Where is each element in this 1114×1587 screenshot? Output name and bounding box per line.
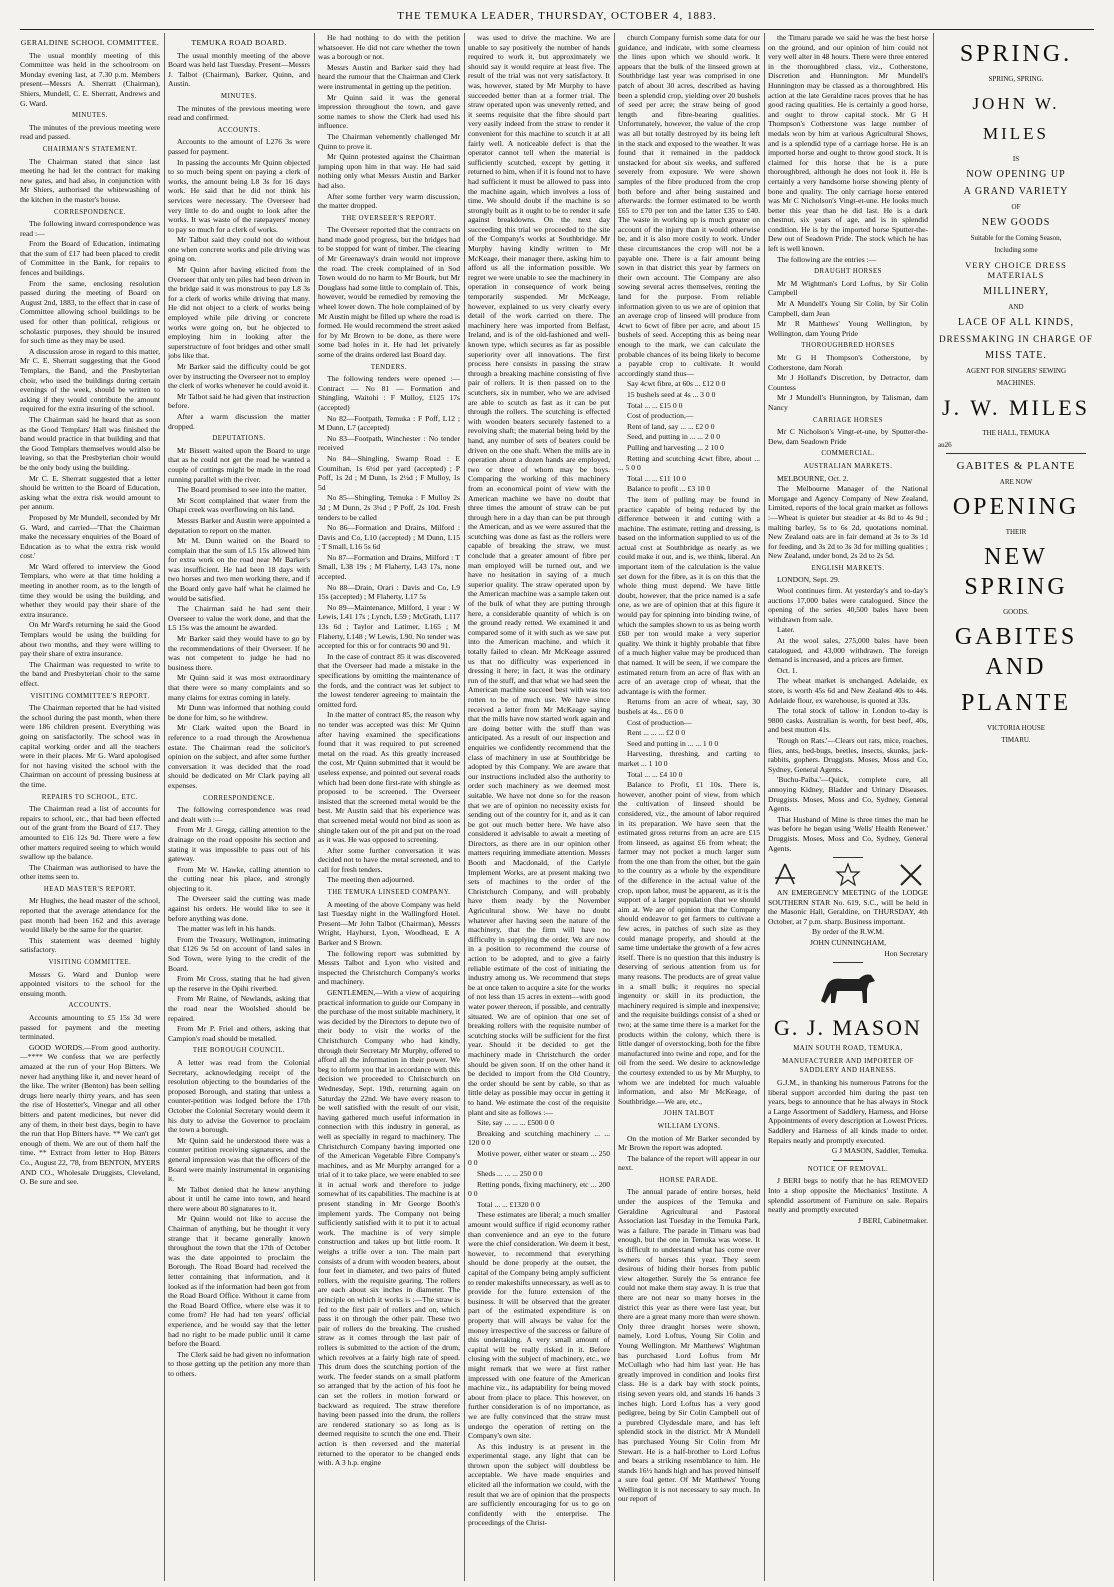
paragraph: The Overseer reported that the contracts on hand made good progress, but the bridges had to be stopped for want of timber. The clearing of Mr Greenaway's drain would not improve the road. The creek complained of in Sod Town would do no harm to Mr Bourk, but Mr Douglass had some little to complain of. This, however, would be remedied by removing the wheel lower down. The hole complained of by Mr Austin might be filled up where the road is formed. He would recommend the street asked for by Mr Brown to be done, as there were some bad holes in it. He had let privately some of the drains ordered last Board day. [318,225,460,359]
ad-text: LACE OF ALL KINDS, [958,317,1074,328]
paragraph: No 88—Drain, Orari : Davis and Co, L9 15s (accepted) ; M Flaherty, L17 5s [318,582,460,602]
paragraph: The minutes of the previous meeting were read and passed. [20,122,160,142]
ad-text: AGENT FOR SINGERS' SEWING [965,367,1067,375]
paragraph: In the matter of contract 85, the reason why no tender was accepted was this: Mr Quinn after having examined the specifications found that it was required to put screened metal on the road. As this greatly increased the cost, Mr Quinn submitted that it would be useless expense, and pointed out several roads which had been done first-rate with shingle as proposed to be screened. The Overseer insisted that the screened metal would be the best. Mr Austin said that his experience was that screened metal would not bind as soon as shingle taken out of the pit and put on the road as it was. He was opposed to screening. [318,710,460,845]
paragraph: The following report was submitted by Messrs Talbot and Lyon who visited and inspected the Christchurch Company's works and machinery. [318,948,460,987]
paragraph: Balance to profit ... £3 10 0 [627,484,711,494]
paragraph: The Chairman stated that since last meeting he had let the contract for making new gates, and had also, in conjunction with Mr Shiers, authorised the whitewashing of the kitchen in the master's house. [20,156,160,204]
section-heading: ACCOUNTS. [217,126,261,134]
paragraph: Oct. 1. [777,665,798,675]
notice-body: J BERI begs to notify that he has REMOVED Into a shop opposite the Mechanics' Institute. A splendid assortment of Furniture on sale. Repairs neatly and promptly executed [768,1176,928,1215]
lodge-text: AN EMERGENCY MEETING of the LODGE SOUTHERN STAR No. 619, S.C., will be held in the Masonic Hall, Geraldine, on THURSDAY, 4th October, at 7 p.m. sharp. Business important. [768,888,928,926]
section-heading: DRAUGHT HORSES [814,268,882,276]
column-divider [314,33,315,1581]
notice-title: NOTICE OF REMOVAL. [807,1165,889,1173]
column-4 [468,33,610,1581]
paragraph: The total stock of tallow in London to-day is 9800 casks. Australian is worth, for best beef, 40s, and best mutton 41s. [768,706,928,735]
column-6 [768,33,928,1581]
paragraph: The following tenders were opened :— Contract — No 81 — Formation and Shingling, Waitohi : F Mulloy, £125 17s (accepted) [318,374,460,412]
advertiser-name: G. J. MASON [774,1015,922,1041]
paragraph: The Chairman reported that he had visited the school during the past month, when there were 186 children present. Everything was going on satisfactorily. The school was in capital working order and all the teachers were in their places. Mr G. Ward apologised for not having visited the school with the Chairman on account of pressing business at the time. [20,703,160,789]
advert-column [938,33,1094,1581]
paragraph: Seed, and putting in ... ... 2 0 0 [627,432,721,442]
section-heading: ACCOUNTS. [68,1002,112,1010]
ad-address: THE HALL, TEMUKA [982,429,1050,437]
ad-merchant-name: J. W. MILES [942,395,1090,420]
paragraph: Retting and scutching 4cwt fibre, about ... ... 5 0 0 [618,453,760,473]
paragraph: A letter was read from the Colonial Secretary, acknowledging receipt of the resolution objecting to the boundaries of the proposed Borough, and stating that unless a counter-petition was lodged before the 17th October the Colonial Secretary would deem it his duty to advise the Governor to proclaim the town a borough. [168,1057,310,1135]
paragraph: Mr G H Thompson's Cotherstone, by Cotherstone, dam Norah [768,353,928,372]
notice-signature: J BERI, Cabinetmaker. [857,1215,928,1225]
advertiser-trade: MANUFACTURER AND IMPORTER OF SADDLERY AND HARNESS. [782,1057,914,1075]
paragraph: Mr R Matthews' Young Wellington, by Wellington, dam Young Pride [768,319,928,338]
paragraph: Total ... ... £11 10 0 [627,473,686,483]
paragraph: 'Buchu-Paiba.'—Quick, complete cure, all annoying Kidney, Bladder and Urinary Diseases. Druggists. Moses, Moss and Co, Sydney, General Agents. [768,775,928,814]
ad-text: ARE NOW [999,478,1033,486]
paragraph: No 85—Shingling, Temuka : F Mulloy 2s 3d ; M Dunn, 2s 3¼d ; P Poff, 2s 10d. Fresh tenders to be called [318,493,460,522]
section-heading: DEPUTATIONS. [212,435,266,443]
divider [946,453,1086,454]
paragraph: After some further very warm discussion, the matter dropped. [318,191,460,211]
paragraph: From Mr W. Hawke, calling attention to the cutting near his place, and strongly objecting to it. [168,864,310,893]
paragraph: Mr A Mundell's Young Sir Colin, by Sir Colin Campbell, dam Jean [768,299,928,318]
advertiser-address: MAIN SOUTH ROAD, TEMUKA, [793,1045,903,1053]
paragraph: Motive power, either water or steam ... 250 0 0 [468,1148,610,1168]
ad-text: GOODS. [1003,608,1029,616]
section-heading: HORSE PARADE. [659,1176,719,1184]
paragraph: Mr Scott complained that water from the Ohapi creek was overflowing on his land. [168,495,310,515]
paragraph: From Mr Cross, stating that he had given up the reserve in the Opihi riverbed. [168,974,310,993]
paragraph: The following correspondence was read and dealt with :— [168,805,310,824]
paragraph: From Mr P. Friel and others, asking that Campion's road should be metalled. [168,1024,310,1043]
paragraph: The minutes of the previous meeting were read and confirmed. [168,103,310,123]
paragraph: Pulling and harvesting ... 2 10 0 [627,442,724,452]
article-title: GERALDINE SCHOOL COMMITTEE. [20,38,160,47]
paragraph: Seed and putting in ... ... 1 0 0 [627,738,719,748]
paragraph: The Chairman vehemently challenged Mr Quinn to prove it. [318,131,460,151]
lodge-secretary: Hon Secretary [884,948,928,958]
paragraph: was used to drive the machine. We are unable to say positively the number of hands required to work it, but approximately we should say it would require at least five. The result of the trial was not very satisfactory. It was, however, stated by Mr Murphy to have succeeded better than at a former trial. The straw operated upon was unevenly retted, and it seems requisite that the fibre should part very easily indeed from the straw to render it convenient for this machine to scutch it at all fairly well. A noticeable defect is that the operator cannot tell when the material is sufficiently scutched, except by getting it returned to him, when if it is found not to have had sufficient it must be allowed to pass into the machine again, which involves a loss of time. We should doubt if the machine is so strongly built as it ought to be to render it safe against breakdowns. On the next day succeeding this trial we proceeded to the site of the Company's works at Southbridge. Mr Murphy having kindly written to Mr McKeage, their manager there, asking him to afford us all the information possible. We regret we were unable to see the machinery in operation in consequence of work being temporarily suspended. Mr McKeage, however, explained to us very clearly every detail of the work carried on there. The machinery here was imported from Belfast, Ireland, and is of the old-fashioned and well-known type, which secures as far as possible superiority over all innovations. The first process here consists in passing the straw through a breaking machine consisting of five pair of rollers. It is then passed on to the scutchers, six in number, who we are advised are able to scutch as fast as it can be put through the rollers. The scutching is effected with wooden beaters securely fastened to a revolving shaft; the material being held by the hand, any number of sets of beaters could be driven on the one shaft. When the mills are in operation about a dozen hands are employed, two or three of whom may be boys. Comparing the working of this machinery from an economical point of view with the American machine we have no doubt that three times the amount of straw can be put through here in a day than can be put through the American, and as we were assured that the scutching was done as fast as the rollers were capable of breaking the straw, we must conclude that a greater amount of fibre per man employed will be turned out, and we have no hesitation in saying of a much superior quality. The straw operated upon by the American machine was a sample taken out of the bulk of what they are putting through here, a considerable quantity of which is on the ground ready retted. We examined it and compared some of it with such as we saw put into the American machine, and which it totally failed to clean. Mr McKeage assured us that no difficulty was experienced in dressing it here; in fact, it was the ordinary run of the stuff, and that what we had seen the American machine succeed best with was too rotten to be of much use. We have since received a letter from Mr McKeage saying that the mills have now started work again and are doing better with the stuff than was anticipated. As a result of our inspection and enquiries we confidently recommend that the class of machinery in use at Southbridge be adopted by this Company. We are aware that our instructions included also the authority to order such machinery as we deemed most suitable. We have not done so for the reason that we are of opinion no necessity exists for sending out of the country for it, and as it can be got out much better here. We have also considered it advisable to await a meeting of Directors, as there are in our opinion other matters requiring immediate attention. Messrs Booth and Macdonald, of the Carlyle Implement Works, are at present making two sets of machines to the order of the Christchurch Company, and will probably have them ready by the November Agricultural show. We have no doubt whatever after having seen the nature of the machinery, that the firm will have no difficulty in supplying the order. We are now in a position to recommend the course of action to be adopted, and to give a fairly reliable estimate of the cost of initiating the industry among us. We recommend that steps be at once taken to acquire a site for the works of not less than 15 acres in extent—with good water power thereon, if possible, and centrally situated. We are of opinion that one set of breaking rollers with the requisite number of scutching stocks will be sufficient for the first year. Should it be decided to get the machinery made in Christchurch the order should be given soon. If on the other hand it be decided to import from the Old Country, the order should be sent by cable, so that as little delay as possible may occur in getting it to hand. We estimate the cost of the requisite plant and site as follows :— [468,33,610,1117]
paragraph: He had nothing to do with the petition whatsoever. He did not care whether the town was a borough or not. [318,33,460,62]
column-5 [618,33,760,1581]
paragraph: Total ... ... £4 10 0 [627,769,683,779]
ad-merchant-name: GABITES & PLANTE [956,460,1076,472]
column-3 [318,33,460,1581]
paragraph: Total ... ... £15 0 0 [627,400,683,410]
paragraph: GOOD WORDS.—From good authority.—**** We confess that we are perfectly amazed at the run of your Hop Bitters. We never had anything like it, and never heard of the like. The writer (Benton) has been selling drugs here nearly thirty years, and has seen the rise of Hostetter's, Vinegar and all other bitters and patent medicines, but never did any of them, in their best days, begin to have the run that Hop Bitters have. ** We can't get enough of them. We are out of them half the time. ** Extract from letter to Hop Bitters Co., August 22, '78, from BENTON, MYERS AND CO., Wholesale Druggists, Cleveland, O. Be sure and see. [20,1042,160,1187]
paragraph: The usual monthly meeting of this Committee was held in the schoolroom on Monday evening last, at 7.30 p.m. Members present—Messrs A. Sherratt (Chairman), Shiers, Mundell, C. E. Sherratt, Andrews and G. Ward. [20,50,160,108]
lodge-order: By order of the R.W.M. [811,927,885,937]
column-divider [464,33,465,1581]
column-divider [614,33,615,1581]
paragraph: No 89—Maintenance, Milford, 1 year : W Lewis, L41 17s ; Lynch, L59 ; McGrath, L117 13s 6d ; Taylor and Latimer, L165 ; M Flaherty, L148 ; W Lewis, L90. No tender was accepted for this or for contracts 90 and 91. [318,602,460,651]
ad-address: TIMARU. [1001,736,1031,744]
paragraph: Rent of land, say ... ... £2 0 0 [627,421,715,431]
ad-merchant-name: JOHN W. MILES [972,94,1060,143]
paragraph: Mr J Holland's Discretion, by Detractor, dam Countess [768,373,928,392]
article-body [618,33,760,1504]
paragraph: Accounts amounting to £5 15s 3d were passed for payment and the meeting terminated. [20,1013,160,1042]
paragraph: Returns from an acre of wheat, say, 30 bushels at 4s... £6 0 0 [618,697,760,716]
lodge-notice [768,862,928,958]
ad-text: Suitable for the Coming Season, [970,234,1062,242]
paragraph: Mr M Wightman's Lord Loftus, by Sir Colin Campbell [768,278,928,298]
paragraph: After some further conversation it was decided not to have the metal screened, and to call for fresh tenders. [318,845,460,874]
section-heading: TENDERS. [370,363,408,371]
section-heading: COMMERCIAL. [821,450,875,458]
paragraph: As this industry is at present in the experimental stage, any light that can be thrown upon the subject will doubtless be acceptable. We have made enquiries and elicited all the information we could, with the result that we are of opinion that the prospects are sufficiently encouraging for us to go on confidently with the enterprise. The proceedings of the Christ- [468,1441,610,1528]
section-heading: MINUTES. [72,112,108,120]
paragraph: The Chairman was requested to write to the band and Presbyterian choir to the same effect. [20,659,160,688]
removal-notice [768,1165,928,1226]
paragraph: Mr C Nicholson's Vingt-et-une, by Sputter-the-Dew, dam Seadown Pride [768,427,928,446]
paragraph: Mr Talbot said he had given that instruction before. [168,391,310,411]
ad-text: NOW OPENING UP [966,169,1066,180]
paragraph: The usual monthly meeting of the above Board was held last Tuesday. Present—Messrs J. Talbot (Chairman), Barker, Quinn, and Austin. [168,50,310,89]
paragraph: Mr Quinn said he understood there was a counter petition receiving signatures, and the general impression was that the officers of the Board were mainly instrumental in organising it. [168,1135,310,1184]
paragraph: Mr Barker said the difficulty could be got over by instructing the Overseer not to employ the clerk of works whenever he could avoid it. [168,362,310,391]
paragraph: Mr Bissett waited upon the Board to urge that as he could not get the road he wanted a couple of cuttings might be made in the road running parallel with the river. [168,445,310,484]
paragraph: The annual parade of entire horses, held under the auspices of the Temuka and Geraldine Agricultural and Pastoral Association last Tuesday in the Temuka Park, was a failure. The parade in Timaru was bad enough, but the one in Temuka was worse. It is difficult to understand what has come over owners of horses this year. They seem desirous of hiding their horses from public view altogether. Surely the 5s entrance fee could not make them stay away. It is true that there are not near so many horses in the district this year as there were last year, but there are a great many more than were shown. Only three draught horses were shown, namely, Lord Loftus, Young Sir Colin and Young Wellington. Mr Matthews' Wightman has purchased Lord Loftus from Mr McCullagh who had him last year. He has greatly improved in condition and looks first class. He is a dark bay with stock points, rising seven years old, and stands 16 hands 3 inches high. Lord Loftus has a very good pedigree, being by Sir Colin Campbell out of a purebred Clydesdale mare, and has left splendid stock in the district. Mr A Mundell has purchased Young Sir Colin from Mr Stewart. He is a half-brother to Lord Loftus and bears a striking resemblance to him. He stands 16½ hands high and has proved himself a sure foal getter. Of Mr Matthews' Young Wellington it is not necessary to say much. In our report of [618,1187,760,1504]
paragraph: Mr Quinn would not like to accuse the Chairman of anything, but he thought it very strange that it became generally known throughout the town that the 17th of October was the date appointed to proclaim the Borough. The Road Board had received the letter containing that information, and it looked as if the information had been got from the Road Board Office. Without it came from the Road Board Office, where else was it to come from? He had had ten years' official experience, and he would say that the letter had no right to be made public until it came before the Board. [168,1214,310,1349]
paragraph: The following inward correspondence was read :— [20,219,160,238]
ad-headline: SPRING. [959,41,1073,67]
paragraph: The Chairman was authorised to have the other items seen to. [20,862,160,882]
paragraph: The item of pulling may be found in practice capable of being reduced by the difference between it and cutting with a machine. The estimate, retting and dressing, is based on the information supplied to us of the actual cost at Southbridge as nearly as we could make it out, and is, we think, liberal. An important item of the calculation is the value set down for the fibre, as it is on this that the whole thing must depend. We have little doubt, however, that the price named is a safe one, as we are of opinion that at this figure it would pay for spinning into binding twine, of which the samples shown to us as being worth £60 per ton would make a very superior quality. We think it highly probable that fibre of a much higher value may be produced than that named. It will be seen, if we compare the estimated return from an acre of flax with an acre of an average crop of wheat, that the advantage is with the former. [618,494,760,696]
section-heading: REPAIRS TO SCHOOL, ETC. [41,793,139,801]
paragraph: Mr Hughes, the head master of the school, reported that the average attendance for the past month had been 162 and this average would likely be the same for the quarter. [20,896,160,935]
section-heading: THE OVERSEER'S REPORT. [341,214,437,222]
ad-merchant-name: GABITES AND [954,624,1078,680]
divider [833,857,863,858]
paragraph: Mr Clark waited upon the Board in reference to a road through the Arowhenua estate. The Chairman read the solicitor's opinion on the subject, and after some further conversation it was decided that the road should be dedicated on Mr Clark paying all expenses. [168,723,310,790]
paragraph: Accounts to the amount of L276 3s were passed for payment. [168,137,310,156]
article-body [468,33,610,1528]
paragraph: Mr J Mundell's Hunnington, by Talisman, dam Nancy [768,393,928,412]
advert-body: G.J.M., in thanking his numerous Patrons for the liberal support accorded him during the past ten years, begs to announce that he has always in Stock a Large Assortment of Saddlery, Harness, and Horse Appointments of every description at Lowest Prices. Saddlery and Harness of all kinds made to order. Repairs neatly and promptly executed. [768,1078,928,1145]
paragraph: Mr C. E. Sherratt suggested that a letter should be written to the Board of Education, asking what the extra risk would amount to per annum. [20,473,160,512]
paragraph: No 83—Footpath, Winchester : No tender received [318,433,460,453]
paragraph: Sheds ... ... ... 250 0 0 [477,1169,543,1179]
paragraph: In passing the accounts Mr Quinn objected to so much being spent on paying a clerk of works, the amount being L8 3s for 16 days work. He said that he did not think his services were necessary. The Overseer had very little to do and ought to look after the works. It was waste of the ratepayers' money to pay so much for a clerk of works. [168,157,310,234]
paragraph: Mr Quinn protested against the Chairman jumping upon him in that way. He had said nothing only what Messrs Austin and Barker had also. [318,152,460,190]
ad-text: MILLINERY, [983,286,1049,297]
paragraph: the Timaru parade we said he was the best horse on the ground, and our opinion of him could not very well alter in 48 hours. There were three entered in the thoroughbred class, viz., Cotherstone, Discretion and Hunnington. Mr Mundell's Hunnington may be classed as a thoroughbred. His action at the late Geraldine races proves that he has good racing qualities. He is certainly a good horse, and ought to throw capital stock. Mr G H Thompson's Cotherstone was large number of medals won by him at various Agricultural Shows, and is a splendid type of a carriage horse. He is an imported horse and ought to throw good stock. It is claimed for this horse that he is a pure thoroughbred, although he does not look it. He is certainly a very handsome horse showing plenty of bone and quality. The only carriage horse entered was Mr C Nicholson's Vingt-et-une. He looks much better this year than he did last. He is a dark chestnut, six years of age, and is in splendid condition. He is by the imported horse Sputter-the-Dew out of Seadown Pride. The stock which he has left is well known. [768,33,928,254]
paragraph: Mr Dunn was informed that nothing could be done for him, so he withdrew. [168,703,310,722]
paragraph: Cost of production,— [627,411,694,421]
section-heading: ENGLISH MARKETS. [811,564,885,572]
paragraph: Total ... ... £1320 0 0 [477,1199,540,1209]
paragraph: From the same, enclosing resolution passed during the meeting of Board on August 2nd, 1883, to the effect that in case of Committee allowing school buildings to be used for other than political, religious or scholastic purposes, they should be insured for such time as they may be used. [20,278,160,346]
paragraph: The Chairman said he had sent their Overseer to value the work done, and that the L5 15s was the amount he awarded. [168,604,310,633]
ad-merchant-name: PLANTE [961,690,1071,716]
section-heading: CORRESPONDENCE. [54,208,126,216]
paragraph: From the Board of Education, intimating that the sum of £17 had been placed to credit of Committee in the Bank, for repairs to fences and buildings. [20,239,160,278]
section-heading: THE TEMUKA LINSEED COMPANY. [327,889,451,897]
divider [833,962,863,963]
section-heading: VISITING COMMITTEE'S REPORT. [30,692,150,700]
ad-subline: SPRING, SPRING. [988,75,1044,83]
crossed-tools-icon [898,862,924,888]
paragraph: The Chairman read a list of accounts for repairs to school, etc., that had been effected out of the grant from the Board of £17. They amounted to £16 12s 9d. There were a few other matters required seeing to which would swallow up the balance. [20,804,160,862]
article-body [318,33,460,1468]
masonic-emblems [768,862,928,888]
paragraph: The Melbourne Manager of the National Mortgage and Agency Company of New Zealand, Limited, reports of the local grain market as follows :—Wheat is quieter but steadier at 4s 8d to 4s 9d ; malting barley, 5s to 6s 2d, quotations nominal. New Zealand oats are in fair demand at 3s to 3s 1d for feeding, and 3s 2d to 3s 3d for milling qualities ; New Zealand, under bond, 2s 2d to 2s 5d. [768,484,928,561]
paragraph: Messrs Austin and Barker said they had heard the rumour that the Chairman and Clerk were instrumental in getting up the petition. [318,62,460,91]
paragraph: Wool continues firm. At yesterday's and to-day's auctions 17,000 bales were catalogued. Since the opening of the series 40,500 bales have been withdrawn from sale. [768,586,928,624]
paragraph: The meeting then adjourned. [327,875,415,885]
paragraph: These estimates are liberal; a much smaller amount would suffice if rigid economy rather than convenience and an eye to the future were the chief consideration. We deem it best, however, to recommend that everything should be done properly at the outset, the capital of the Company being amply sufficient to render makeshifts unnecessary, as well as to provide for the future extension of the business. It will be observed that the greater part of the estimated expenditure is on property that will always be value for the money irrespective of the success or failure of this undertaking. A very small amount of capital will be really risked in it. Before closing with the subject of machinery, etc., we might remark that we were at first rather impressed with one feature of the American machine viz., its adaptability for being moved about from place to place. This however, on further consideration is of no importance, as we are fully convinced that the straw must undergo the operation of retting on the Company's own site. [468,1210,610,1441]
article-body [768,33,928,853]
paragraph: Mr M. Dunn waited on the Board to complain that the sum of L5 15s allowed him for extra work on the road near Mr Barker's was insufficient. He had been 18 days with two horses and two men working there, and if the Board only gave half what he claimed he would be satisfied. [168,536,310,603]
section-heading: CARRIAGE HORSES [812,416,883,424]
ad-text: A GRAND VARIETY [963,186,1069,197]
divider [833,1160,863,1161]
column-divider [764,33,765,1581]
paragraph: Mr Quinn after having elicited from the Overseer that only ten piles had been driven in the bridge said it was monstrous to pay L8 3s for a clerk of works while driving that many. He did not object to a clerk of works being employed while pile driving or concrete works were going on, but he objected to employing him in looking after the superstructure of foot bridges and other small jobs like that. [168,265,310,361]
ad-text: Including some [994,246,1038,254]
paragraph: At the wool sales, 275,000 bales have been catalogued, and 43,000 withdrawn. The foreign demand is increased, and a prices are firmer. [768,636,928,665]
paragraph: The Overseer said the cutting was made against his orders. He would like to see it before anything was done. [168,894,310,923]
horse-icon [813,967,883,1011]
ad-text: MISS TATE. [985,350,1047,361]
paragraph: Mr Ward offered to interview the Good Templars, who were at that time holding a meeting in another room, as to the length of time they would be using the building, and whether they would pay their share of the extra insurance. [20,561,160,619]
paragraph: Say 4cwt fibre, at 60s ... £12 0 0 [627,379,726,389]
ad-headline: OPENING [952,494,1080,520]
paragraph: Harvesting, threshing, and carting to market ... 1 10 0 [618,749,760,768]
section-heading: MINUTES. [221,92,257,100]
paragraph: No 86—Formation and Drains, Milford : Davis and Co, L10 (accepted) ; M Dunn, L15 ; T Small, L16 5s 6d [318,523,460,552]
paragraph: No 82—Footpath, Temuka : F Poff, L12 ; M Dunn, L7 (accepted) [318,413,460,433]
paragraph: MELBOURNE, Oct. 2. [777,473,849,483]
paragraph: The following are the entries :— [777,254,877,264]
section-heading: CORRESPONDENCE. [203,794,275,802]
star-icon [835,862,861,888]
advert-signature: G J MASON, Saddler, Temuka. [831,1146,928,1156]
ad-address: VICTORIA HOUSE [986,724,1045,732]
paragraph: From Mr Raine, of Newlands, asking that the road near the Woolshed should be repaired. [168,994,310,1023]
ad-text: AND [1008,303,1024,311]
paragraph: That Husband of Mine is three times the man he was before he began using 'Wells' Health Renewer.' Druggists. Moses, Moss and Co, Sydney, General Agents. [768,814,928,853]
paragraph: Proposed by Mr Mundell, seconded by Mr G. Ward, and carried—'That the Chairman make the necessary enquiries of the Board of Education as to what the extra risk would cost.' [20,512,160,561]
square-and-compass-icon [772,862,798,888]
paragraph: On the motion of Mr Barker seconded by Mr Brown the report was adopted. [618,1133,760,1153]
paragraph: Cost of production— [627,717,692,727]
section-heading: THOROUGHBRED HORSES [801,342,895,350]
paragraph: Messrs G. Ward and Dunlop were appointed visitors to the school for the ensuing month. [20,969,160,998]
paragraph: Retting ponds, fixing machinery, etc ... 200 0 0 [468,1179,610,1199]
paragraph: From the Treasury, Wellington, intimating that £126 9s 5d on account of land sales in Sod Town, were lying to the credit of the Board. [168,934,310,973]
mason-advert [768,967,928,1156]
article-body [168,51,310,1379]
ad-text: OF [1011,203,1021,211]
article-title: TEMUKA ROAD BOARD. [191,38,287,47]
masthead-rule [20,29,1094,30]
section-heading: AUSTRALIAN MARKETS. [803,462,893,470]
paragraph: Messrs Barker and Austin were appointed a deputation to report on the matter. [168,515,310,535]
ad-text: DRESSMAKING IN CHARGE OF [939,334,1093,344]
paragraph: LONDON, Sept. 29. [777,575,840,585]
paragraph: The balance of the report will appear in our next. [618,1153,760,1173]
paragraph: The matter was left in his hands. [177,924,276,934]
paragraph: After a warm discussion the matter dropped. [168,411,310,431]
ad-text: IS [1012,155,1020,163]
paragraph: Mr Talbot denied that he knew anything about it until he came into town, and heard there were about 80 signatures to it. [168,1184,310,1213]
column-divider [933,33,934,1581]
lodge-signatory: JOHN CUNNINGHAM, [810,938,886,948]
paragraph: No 87—Formation and Drains, Milford : T Small, L38 19s ; M Flaherty, L43 17s, none accepted. [318,552,460,582]
column-1 [20,33,160,1581]
paragraph: A discussion arose in regard to this matter, Mr C. E. Sherratt suggesting that the Good Templars, the Band, and the Presbyterian choir, who used the buildings during certain evenings of the week, should be written to asking if they would contribute the amount required for the extra insuring of the school. [20,346,160,414]
paragraph: The Clerk said he had given no information to those getting up the petition any more than to others. [168,1349,310,1378]
column-2 [168,33,310,1581]
paragraph: Mr Barker said they would have to go by the recommendations of their Overseer. If he was not competent to judge he had no business there. [168,634,310,672]
paragraph: From Mr J. Gregg, calling attention to the drainage on the road opposite his section and stating it was impossible to pass out of his gateway. [168,825,310,864]
paragraph: 15 bushels seed at 4s ... 3 0 0 [627,389,716,399]
section-heading: THE BOROUGH COUNCIL. [192,1047,286,1055]
paragraph: GENTLEMEN,—With a view of acquiring practical information to guide our Company in the purchase of the most suitable machinery, it was decided by the Directors to depute two of their body to visit the works of the Christchurch Company who had kindly, through their Secretary Mr Murphy, offered to afford all the information in their power. We beg to inform you that in accordance with this decision we proceeded to Christchurch on Wednesday, Sept. 19th, returning again on Saturday the 22nd. We have every reason to be well satisfied with the result of our visit, having gathered much useful information in connection with this industry in general, as well as specially in regard to machinery. The Christchurch Company having imported one of the American Vegetable Fibre Company's machines, and as Mr Murphy arranged for a trial of it to take place, we were enabled to see it in actual work and therefore to judge somewhat of its capabilities. The machine is at present standing in Mr George Booth's implement yards. The Company not being sufficiently satisfied with it to put it to actual work. The machine is of very simple construction and takes up but little room. It weighs a trifle over a ton. The main part consists of a drum with wooden beaters, about four feet in diameter, and two pairs of fluted rollers, with the requisite gearing. The rollers are each about six inches in diameter. The principle on which it works is :—The straw is fed to the first pair of rollers and on, which pass it on through the other pair. These two pair of rollers do the breaking. The crushed straw as it comes through the last pair of rollers is submitted to the action of the drum, which revolves at a fairly high rate of speed. This drum does the scutching portion of the work. The feeder stands on a small platform so arranged that by the action of his foot he can set the rollers in motion forward or backward as required. The straw therefore having been passed into the drum, the rollers are rendered stationary so as long as is deemed requisite to scutch the one end. Their action is then reversed and the material returned to the operator to be changed ends with. A 3 h.p. engine [318,988,460,1468]
ad-text: MACHINES. [996,379,1036,387]
paragraph: On Mr Ward's returning he said the Good Templars would be using the building for about two months, and they were willing to pay their share of extra insurance. [20,620,160,659]
paragraph: A meeting of the above Company was held last Tuesday night in the Wallingford Hotel. Present—Mr John Talbot (Chairman), Messrs Wright, Hayhurst, Lyon, Woodhead, E A Barker and S Brown. [318,899,460,948]
article-body [20,51,160,1187]
column-divider [164,33,165,1581]
paragraph: The Chairman said he heard that as soon as the Good Templars' Hall was finished the band would practice in that building and that the Good Templars themselves would also be leaving, so that the Presbyterian choir would be the only body using the building. [20,414,160,472]
paragraph: Site, say ... ... ... £500 0 0 [477,1118,554,1128]
paragraph: 'Rough on Rats.'—Clears out rats, mice, roaches, flies, ants, bed-bugs, beetles, insects, skunks, jack-rabbits, gophers. Druggists. Moses, Moss and Co, Sydney, General Agents. [768,735,928,774]
section-heading: HEAD MASTER'S REPORT. [43,885,137,893]
ad-text: NEW GOODS [981,217,1051,228]
section-heading: CHAIRMAN'S STATEMENT. [42,145,138,153]
ad-headline: NEW SPRING [964,544,1068,600]
paragraph: Mr Talbot said they could not do without one when concrete works and pile driving was going on. [168,235,310,264]
ad-text: VERY CHOICE DRESS MATERIALS [965,260,1067,280]
paragraph: This statement was deemed highly satisfactory. [20,935,160,955]
section-heading: VISITING COMMITTEE. [48,959,132,967]
ad-code: au26 [938,441,952,449]
paragraph: Breaking and scutching machinery ... ... 120 0 0 [468,1128,610,1148]
paragraph: Rent ... ... ... £2 0 0 [627,728,686,738]
paragraph: No 84—Shingling, Swamp Road : E Coumihan, 1s 6½d per yard (accepted) ; P Poff, 1s 2d ; M Dunn, 1s 2½d ; F Mulloy, 1s 5d [318,453,460,492]
paragraph: Mr Quinn said it was the general impression throughout the town, and gave some names to show the Clerk had used his influence. [318,92,460,131]
section-heading: JOHN TALBOT [663,1110,715,1118]
section-heading: WILLIAM LYONS. [657,1122,721,1130]
paragraph: Mr Quinn said it was most extraordinary that there were so many complaints and so many claims for extras coming in lately. [168,673,310,702]
paragraph: In the case of contract 85 it was discovered that the Overseer had made a mistake in the specifications by omitting the maintenance of the fords, and the contract was let subject to the lowest tenderer agreeing to maintain the omitted ford. [318,651,460,709]
masthead: THE TEMUKA LEADER, THURSDAY, OCTOBER 4, 1883. [397,10,717,22]
paragraph: The Board promised to see into the matter. [177,485,307,495]
paragraph: Balance to Profit, £1 10s. There is, however, another point of view, from which the cultivation of linseed should be considered, viz., the amount of labor required in its preparation. We have seen that the estimated gross returns from an acre are £15 from linseed, as against £6 from wheat; the farmer may not pocket a much larger sum from the one than from the other, but the gain to the country as a whole by the expenditure of the difference in the actual value of the crop, upon labor, must be apparent, as it is the support of a larger population that we should aim at. We are of opinion that the Company should endeavor to get farmers to cultivate a few acres, in patches of such size as they could manage properly, and should at the same time undertake the growth of a few acres itself. There is no question that this industry is deserving of serious attention from us for many reasons. The products are of great value in a small bulk; it requires no special ingenuity or skill in its production, the machinery required is simple and inexpensive; and the requisite buildings consist of a shed or two; at the same time there is a market for the products within the colony, which there is little danger of overstocking, both for the fibre manufactured into twine and rope, and for the oil from the seed. We desire to acknowledge the courtesy extended to us by Mr Murphy, to whom we are indebted for much valuable information, and also Mr McKeage, of Southbridge.—We are, etc., [618,780,760,1106]
paragraph: The wheat market is unchanged. Adelaide, ex store, is worth 45s 6d and New Zealand 40s to 44s. Adelaide flour, ex warehouse, is quoted at 33s. [768,676,928,705]
paragraph: Later. [777,625,795,635]
paragraph: church Company furnish some data for our guidance, and indicate, with some clearness the lines upon which we should work. It appears that the bulk of the linseed grown at Southbridge last year was comprised in one patch of about 30 acres, described as having been a splendid crop, yielding over 20 bushels of seed per acre; the straw being of good length and fibre-bearing qualities. Unfortunately, however, the value of the crop was all but totally destroyed by its being left in the stack and exposed to the weather. It was found that it remained in the paddock unstacked for about six weeks, and suffered severely from exposure. We were shown samples of the fibre produced from the crop both before and after being sustained and afterwards: the former estimated to be worth £65 to £70 per ton and the latter £35 to £40. The waste in working up is much greater on account of the injury than it would otherwise be, and it is also more costly to work. Under these circumstances the crop will not be a payable one. There is a fair amount being sown in that district this year by farmers on their own account. The Company are also sowing several acres themselves, renting the land for the purpose. From reliable information given to us we are of opinion that an average crop of linseed will produce from 4cwt to 6cwt of fibre per acre, and about 15 bushels of seed. Accepting this as being near enough to the mark, we can calculate the probable chances of its being likely to become a payable crop to cultivate. It would accordingly stand thus— [618,33,760,378]
ad-text: THEIR [1005,528,1027,536]
